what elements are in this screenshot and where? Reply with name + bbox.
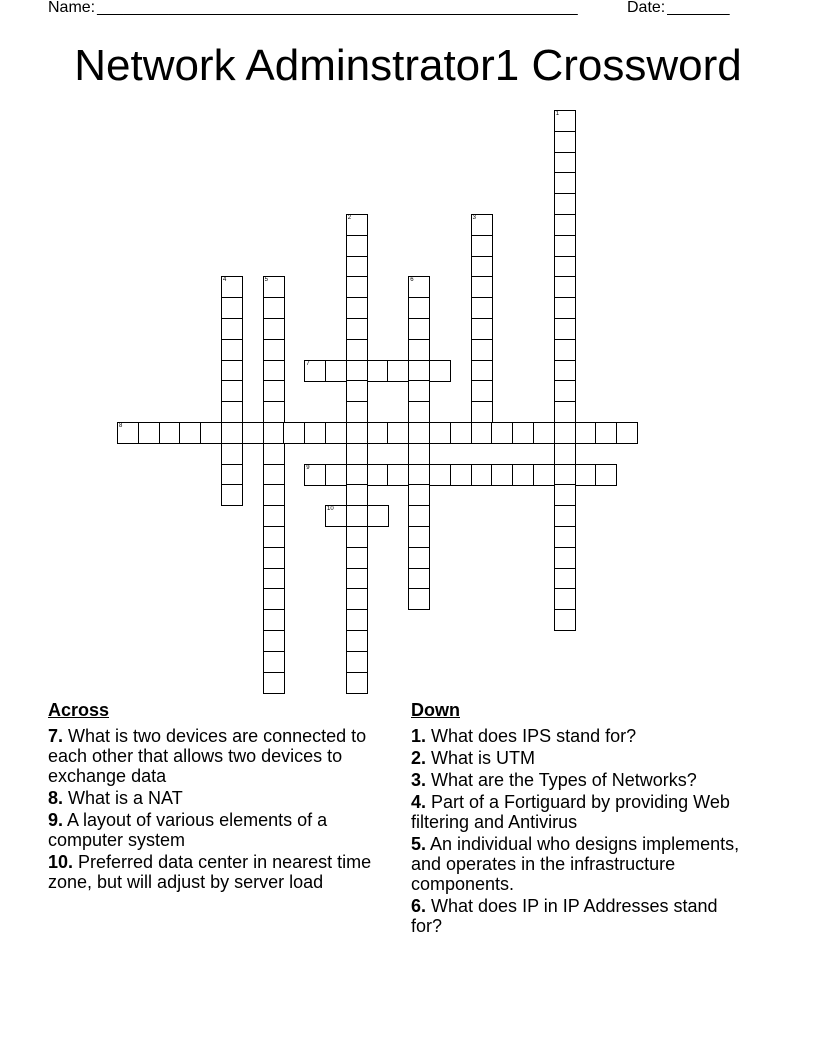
grid-cell[interactable]: [346, 526, 368, 548]
grid-cell[interactable]: [179, 422, 201, 444]
across-clue: [48, 810, 388, 850]
grid-cell[interactable]: [554, 172, 576, 194]
grid-cell[interactable]: [554, 339, 576, 361]
grid-cell[interactable]: [408, 484, 430, 506]
grid-cell[interactable]: [387, 422, 409, 444]
grid-cell[interactable]: [595, 422, 617, 444]
grid-cell[interactable]: [471, 256, 493, 278]
grid-cell[interactable]: [263, 588, 285, 610]
across-clues: [48, 700, 388, 894]
grid-cell[interactable]: [554, 401, 576, 423]
grid-cell[interactable]: [325, 422, 347, 444]
grid-cell[interactable]: [554, 131, 576, 153]
clue-number-label: 4.: [411, 792, 427, 812]
grid-cell[interactable]: [221, 360, 243, 382]
grid-cell[interactable]: [263, 651, 285, 673]
clue-number-label: 6.: [411, 896, 427, 916]
grid-cell[interactable]: [554, 256, 576, 278]
grid-cell[interactable]: [263, 609, 285, 631]
grid-cell[interactable]: [471, 297, 493, 319]
grid-cell[interactable]: [471, 464, 493, 486]
down-heading: Down: [411, 700, 460, 720]
clue-text: What is a NAT: [63, 788, 183, 808]
grid-cell[interactable]: [263, 297, 285, 319]
grid-cell[interactable]: [554, 464, 576, 486]
grid-cell[interactable]: [346, 360, 368, 382]
grid-cell[interactable]: [221, 484, 243, 506]
clue-text: What is UTM: [426, 748, 536, 768]
grid-cell[interactable]: [263, 360, 285, 382]
grid-cell[interactable]: [429, 422, 451, 444]
clue-text: What does IP in IP Addresses stand for?: [411, 896, 718, 936]
clue-text: What is two devices are connected to each other that allows two devices to exchange data: [48, 726, 367, 786]
grid-cell[interactable]: [429, 360, 451, 382]
across-clue: [48, 852, 388, 892]
grid-cell[interactable]: [408, 505, 430, 527]
grid-cell[interactable]: [595, 464, 617, 486]
grid-cell[interactable]: [325, 360, 347, 382]
grid-cell[interactable]: [471, 318, 493, 340]
grid-cell[interactable]: [367, 464, 389, 486]
grid-cell[interactable]: [221, 464, 243, 486]
grid-cell[interactable]: [263, 484, 285, 506]
grid-cell[interactable]: [554, 360, 576, 382]
grid-cell[interactable]: [242, 422, 264, 444]
grid-cell[interactable]: [471, 380, 493, 402]
down-clue-list: [411, 726, 751, 936]
grid-cell[interactable]: [471, 401, 493, 423]
grid-cell[interactable]: [554, 526, 576, 548]
grid-cell[interactable]: [471, 360, 493, 382]
down-clue: [411, 792, 751, 832]
grid-cell[interactable]: [283, 422, 305, 444]
grid-cell[interactable]: [200, 422, 222, 444]
grid-cell[interactable]: [346, 339, 368, 361]
clue-text: Part of a Fortiguard by providing Web filtering and Antivirus: [411, 792, 730, 832]
grid-cell[interactable]: [491, 422, 513, 444]
grid-cell[interactable]: [263, 401, 285, 423]
grid-cell[interactable]: [263, 547, 285, 569]
grid-cell[interactable]: [408, 276, 430, 298]
grid-cell[interactable]: [408, 318, 430, 340]
grid-cell[interactable]: [221, 297, 243, 319]
grid-cell[interactable]: [346, 214, 368, 236]
grid-cell[interactable]: [471, 422, 493, 444]
clue-number: 5: [264, 277, 268, 284]
grid-cell[interactable]: [221, 318, 243, 340]
grid-cell[interactable]: [471, 339, 493, 361]
grid-cell[interactable]: [221, 443, 243, 465]
down-clue: [411, 726, 751, 746]
grid-cell[interactable]: [408, 339, 430, 361]
grid-cell[interactable]: [429, 464, 451, 486]
grid-cell[interactable]: [408, 401, 430, 423]
grid-cell[interactable]: [304, 422, 326, 444]
grid-cell[interactable]: [491, 464, 513, 486]
clue-number: 1: [555, 111, 560, 117]
grid-cell[interactable]: [408, 547, 430, 569]
date-label: Date:: [627, 0, 666, 16]
clue-number: 2: [347, 215, 352, 221]
grid-cell[interactable]: [263, 318, 285, 340]
grid-cell[interactable]: [408, 297, 430, 319]
clue-text: A layout of various elements of a computer system: [48, 810, 328, 850]
clue-number: 7: [306, 360, 310, 367]
clue-text: An individual who designs implements, and operates in the infrastructure components.: [411, 834, 740, 894]
across-clue: [48, 788, 388, 808]
across-clue-list: [48, 726, 388, 892]
clue-number: 9: [306, 464, 310, 471]
grid-cell[interactable]: [450, 464, 472, 486]
grid-cell[interactable]: [346, 588, 368, 610]
grid-cell[interactable]: [346, 484, 368, 506]
grid-cell[interactable]: [554, 422, 576, 444]
grid-cell[interactable]: [554, 547, 576, 569]
down-clue: [411, 896, 751, 936]
grid-cell[interactable]: [346, 505, 368, 527]
grid-cell[interactable]: [554, 193, 576, 215]
grid-cell[interactable]: [263, 630, 285, 652]
grid-cell[interactable]: [387, 464, 409, 486]
grid-cell[interactable]: [263, 464, 285, 486]
grid-cell[interactable]: [325, 464, 347, 486]
grid-cell[interactable]: [263, 422, 285, 444]
grid-cell[interactable]: [471, 235, 493, 257]
grid-cell[interactable]: [346, 235, 368, 257]
grid-cell[interactable]: [263, 568, 285, 590]
grid-cell[interactable]: [408, 360, 430, 382]
grid-cell[interactable]: [346, 443, 368, 465]
grid-cell[interactable]: [367, 422, 389, 444]
grid-cell[interactable]: [304, 464, 326, 486]
down-clue: [411, 834, 751, 894]
grid-cell[interactable]: [387, 360, 409, 382]
grid-cell[interactable]: [263, 276, 285, 298]
grid-cell[interactable]: [117, 422, 139, 444]
grid-cell[interactable]: [554, 568, 576, 590]
grid-cell[interactable]: [367, 360, 389, 382]
grid-cell[interactable]: [346, 380, 368, 402]
down-clues: [411, 700, 751, 938]
grid-cell[interactable]: [408, 568, 430, 590]
grid-cell[interactable]: [346, 318, 368, 340]
grid-cell[interactable]: [575, 422, 597, 444]
grid-cell[interactable]: [408, 464, 430, 486]
grid-cell[interactable]: [554, 152, 576, 174]
grid-cell[interactable]: [263, 339, 285, 361]
grid-cell[interactable]: [346, 651, 368, 673]
name-label: Name:: [48, 0, 96, 16]
clue-number-label: 3.: [411, 770, 427, 790]
grid-cell[interactable]: [221, 339, 243, 361]
grid-cell[interactable]: [263, 505, 285, 527]
grid-cell[interactable]: [471, 276, 493, 298]
clue-number-label: 8.: [48, 788, 64, 808]
grid-cell[interactable]: [138, 422, 160, 444]
grid-cell[interactable]: [533, 422, 555, 444]
grid-cell[interactable]: [575, 464, 597, 486]
grid-cell[interactable]: [346, 464, 368, 486]
across-clue: [48, 726, 388, 786]
grid-cell[interactable]: [221, 276, 243, 298]
grid-cell[interactable]: [554, 318, 576, 340]
clue-number-label: 7.: [48, 726, 64, 746]
grid-cell[interactable]: [346, 568, 368, 590]
clue-text: What are the Types of Networks?: [426, 770, 697, 790]
grid-cell[interactable]: [346, 422, 368, 444]
page-title: Network Adminstrator1 Crossword: [74, 41, 742, 90]
grid-cell[interactable]: [346, 256, 368, 278]
grid-cell[interactable]: [325, 505, 347, 527]
clue-number: 6: [410, 277, 414, 284]
grid-cell[interactable]: [408, 588, 430, 610]
grid-cell[interactable]: [554, 110, 576, 132]
grid-cell[interactable]: [554, 588, 576, 610]
name-blank[interactable]: ______________________________________________________: [97, 0, 578, 16]
grid-cell[interactable]: [346, 276, 368, 298]
grid-cell[interactable]: [471, 214, 493, 236]
grid-cell[interactable]: [554, 505, 576, 527]
grid-cell[interactable]: [408, 422, 430, 444]
grid-cell[interactable]: [263, 380, 285, 402]
grid-cell[interactable]: [408, 526, 430, 548]
down-clue: [411, 748, 751, 768]
grid-cell[interactable]: [554, 276, 576, 298]
grid-cell[interactable]: [554, 297, 576, 319]
grid-cell[interactable]: [263, 526, 285, 548]
clue-number-label: 9.: [48, 810, 64, 830]
grid-cell[interactable]: [263, 672, 285, 694]
grid-cell[interactable]: [554, 235, 576, 257]
clue-text: What does IPS stand for?: [426, 726, 637, 746]
grid-cell[interactable]: [346, 547, 368, 569]
grid-cell[interactable]: [512, 422, 534, 444]
grid-cell[interactable]: [346, 672, 368, 694]
grid-cell[interactable]: [533, 464, 555, 486]
grid-cell[interactable]: [554, 443, 576, 465]
grid-cell[interactable]: [346, 297, 368, 319]
grid-cell[interactable]: [616, 422, 638, 444]
grid-cell[interactable]: [408, 443, 430, 465]
grid-cell[interactable]: [346, 401, 368, 423]
grid-cell[interactable]: [367, 505, 389, 527]
across-heading: Across: [48, 700, 110, 720]
grid-cell[interactable]: [554, 609, 576, 631]
grid-cell[interactable]: [221, 422, 243, 444]
grid-cell[interactable]: [304, 360, 326, 382]
grid-cell[interactable]: [346, 609, 368, 631]
clue-text: Preferred data center in nearest time zone, but will adjust by server load: [48, 852, 372, 892]
grid-cell[interactable]: [263, 443, 285, 465]
down-clue: [411, 770, 751, 790]
grid-cell[interactable]: [159, 422, 181, 444]
grid-cell[interactable]: [221, 380, 243, 402]
clue-number: 4: [223, 277, 227, 284]
grid-cell[interactable]: [450, 422, 472, 444]
grid-cell[interactable]: [512, 464, 534, 486]
clue-number: 3: [472, 215, 476, 221]
date-blank[interactable]: _______: [667, 0, 730, 16]
clue-number: 10: [327, 506, 334, 513]
clue-number: 8: [119, 423, 123, 429]
clue-number-label: 1.: [411, 726, 427, 746]
grid-cell[interactable]: [554, 380, 576, 402]
grid-cell[interactable]: [554, 484, 576, 506]
grid-cell[interactable]: [221, 401, 243, 423]
clue-number-label: 2.: [411, 748, 427, 768]
grid-cell[interactable]: [554, 214, 576, 236]
clue-number-label: 10.: [48, 852, 74, 872]
clue-number-label: 5.: [411, 834, 427, 854]
grid-cell[interactable]: [346, 630, 368, 652]
grid-cell[interactable]: [408, 380, 430, 402]
